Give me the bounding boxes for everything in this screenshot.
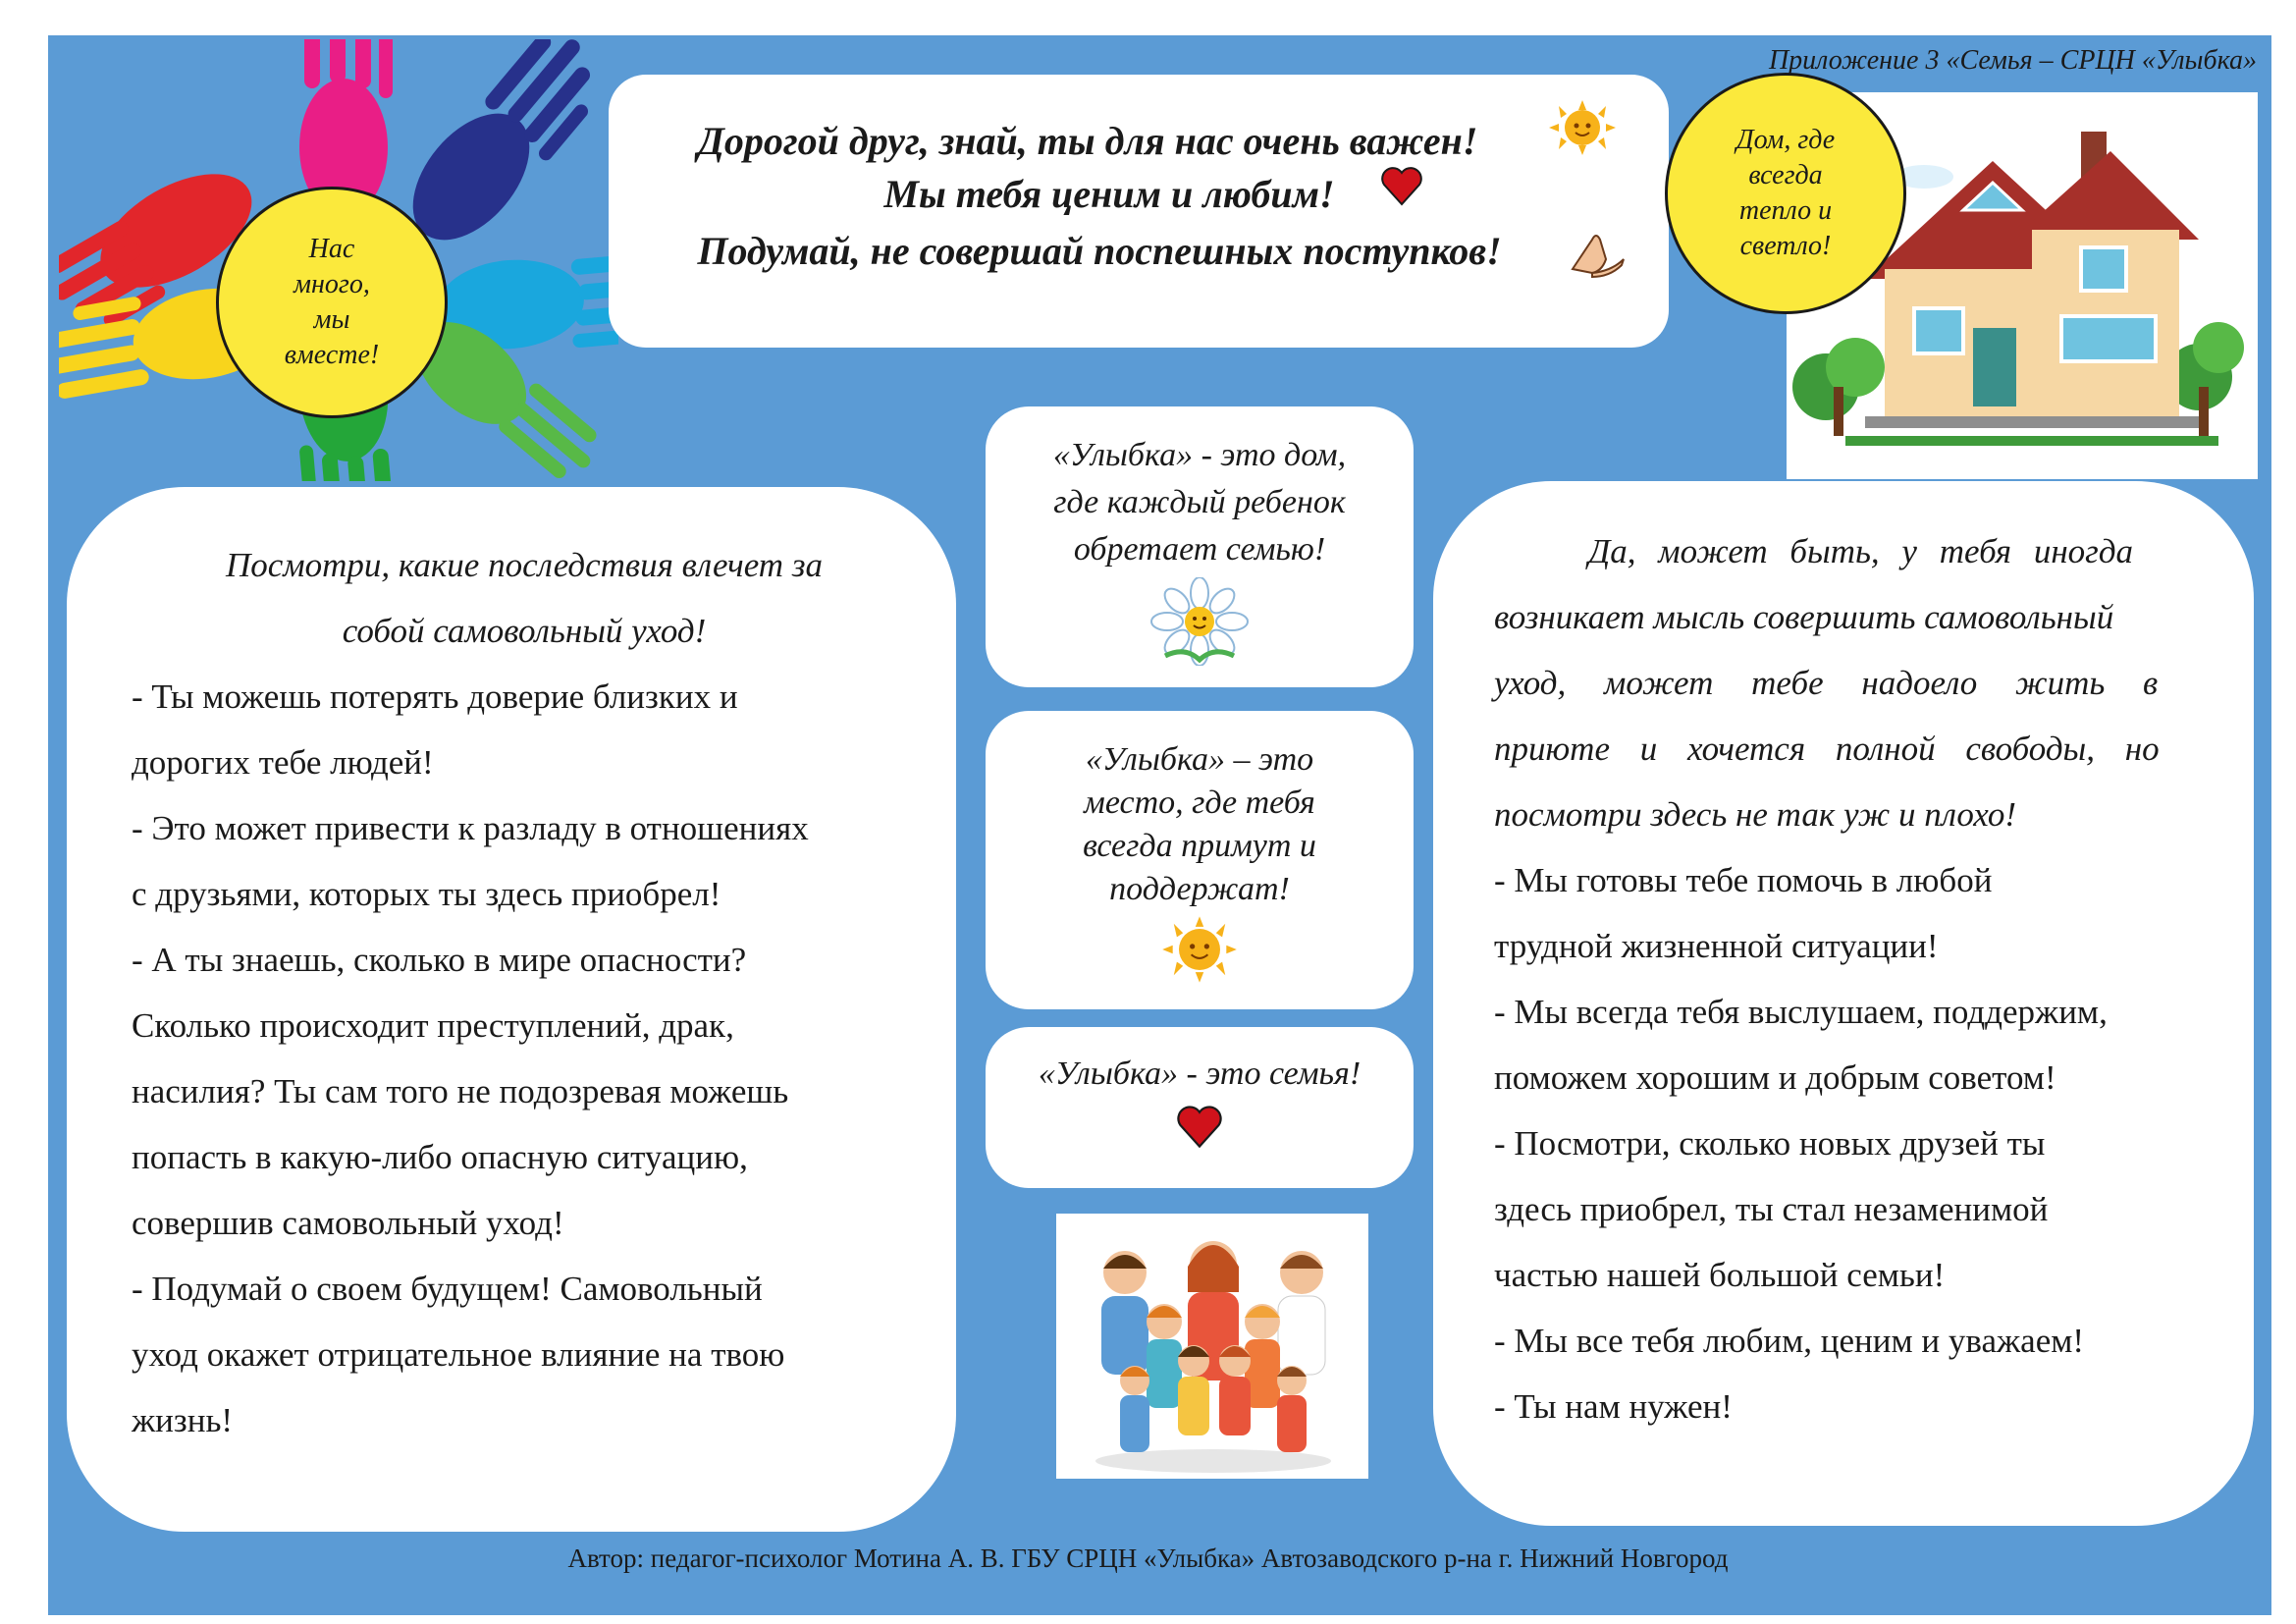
text-line: возникает мысль совершить самовольный — [1494, 598, 2114, 636]
text-line: собой самовольный уход! — [342, 612, 707, 650]
text-line: насилия? Ты сам того не подозревая можешь — [132, 1072, 789, 1110]
bubble-line: Нас — [308, 234, 355, 264]
praying-hands-icon — [1563, 220, 1631, 279]
mid-card-line: «Улыбка» - это дом, — [1052, 437, 1347, 473]
sun-icon — [1543, 98, 1622, 157]
text-line: с друзьями, которых ты здесь приобрел! — [132, 875, 721, 913]
bubble-line: тепло и — [1738, 195, 1833, 226]
family-illustration-frame — [1056, 1214, 1368, 1479]
text-line: Сколько происходит преступлений, драк, — [132, 1006, 734, 1045]
text-line: посмотри здесь не так уж и плохо! — [1494, 795, 2017, 834]
family-illustration — [1056, 1214, 1368, 1479]
text-line: уход, может тебе надоело жить в — [1494, 664, 2159, 702]
mid-card-line: «Улыбка» – это — [1085, 741, 1314, 778]
text-line: - Ты нам нужен! — [1494, 1387, 1733, 1426]
text-line: - Посмотри, сколько новых друзей ты — [1494, 1124, 2046, 1163]
text-line: приюте и хочется полной свободы, но — [1494, 730, 2160, 768]
sun-icon — [1158, 913, 1241, 986]
bubble-line: всегда — [1748, 160, 1823, 190]
text-line: здесь приобрел, ты стал незаменимой — [1494, 1190, 2049, 1228]
text-line: уход окажет отрицательное влияние на твою — [132, 1335, 785, 1374]
bubble-line: Дом, где — [1735, 125, 1836, 155]
mid-card-family — [986, 1027, 1414, 1188]
header-line-1: Дорогой друг, знай, ты для нас очень важен! — [697, 119, 1478, 163]
mid-card-line: где каждый ребенок — [1053, 484, 1346, 520]
header-line-2: Мы тебя ценим и любим! — [883, 172, 1335, 216]
text-line: жизнь! — [132, 1401, 234, 1439]
text-line: Посмотри, какие последствия влечет за — [226, 546, 823, 584]
mid-card-support — [986, 711, 1414, 1009]
bubble-line: светло! — [1739, 231, 1832, 261]
text-line: частью нашей большой семьи! — [1494, 1256, 1946, 1294]
bubble-together — [216, 187, 448, 418]
text-line: - Мы всегда тебя выслушаем, поддержим, — [1494, 993, 2108, 1031]
mid-card-line: всегда примут и — [1083, 828, 1316, 864]
mid-card-home — [986, 406, 1414, 687]
text-line: - Это может привести к разладу в отношениях — [132, 809, 809, 847]
text-line: - Подумай о своем будущем! Самовольный — [132, 1270, 763, 1308]
mid-card-line: «Улыбка» - это семья! — [1038, 1056, 1362, 1092]
bubble-line: много, — [294, 269, 370, 299]
text-line: - Мы все тебя любим, ценим и уважаем! — [1494, 1322, 2085, 1360]
text-line: Да, может быть, у тебя иногда — [1588, 532, 2134, 570]
daisy-icon — [1146, 577, 1254, 666]
text-line: - А ты знаешь, сколько в мире опасности? — [132, 941, 747, 979]
header-card — [609, 75, 1669, 348]
text-line: попасть в какую-либо опасную ситуацию, — [132, 1138, 748, 1176]
author-footer: Автор: педагог-психолог Мотина А. В. ГБУ СРЦН «Улыбка» Автозаводского р-на г. Нижний Новгород — [567, 1543, 1729, 1573]
mid-card-line: поддержат! — [1109, 871, 1290, 907]
text-line: - Ты можешь потерять доверие близких и — [132, 677, 738, 716]
text-line: трудной жизненной ситуации! — [1494, 927, 1939, 965]
bubble-line: вместе! — [284, 340, 380, 370]
heart-icon — [1176, 1104, 1223, 1151]
appendix-label: Приложение 3 «Семья – СРЦН «Улыбка» — [1768, 45, 2257, 76]
bubble-line: мы — [313, 304, 350, 335]
text-line: - Мы готовы тебе помочь в любой — [1494, 861, 1993, 899]
support-text — [1494, 518, 2189, 1439]
mid-card-line: обретает семью! — [1073, 531, 1326, 568]
text-line: совершив самовольный уход! — [132, 1204, 564, 1242]
header-line-3: Подумай, не совершай поспешных поступков! — [697, 229, 1502, 273]
text-line: поможем хорошим и добрым советом! — [1494, 1058, 2056, 1097]
consequences-card — [67, 487, 956, 1532]
mid-card-line: место, где тебя — [1084, 785, 1315, 821]
consequences-text — [132, 532, 917, 1453]
support-card — [1433, 481, 2254, 1526]
heart-icon — [1380, 165, 1423, 208]
bubble-home — [1665, 73, 1906, 314]
text-line: дорогих тебе людей! — [132, 743, 434, 782]
